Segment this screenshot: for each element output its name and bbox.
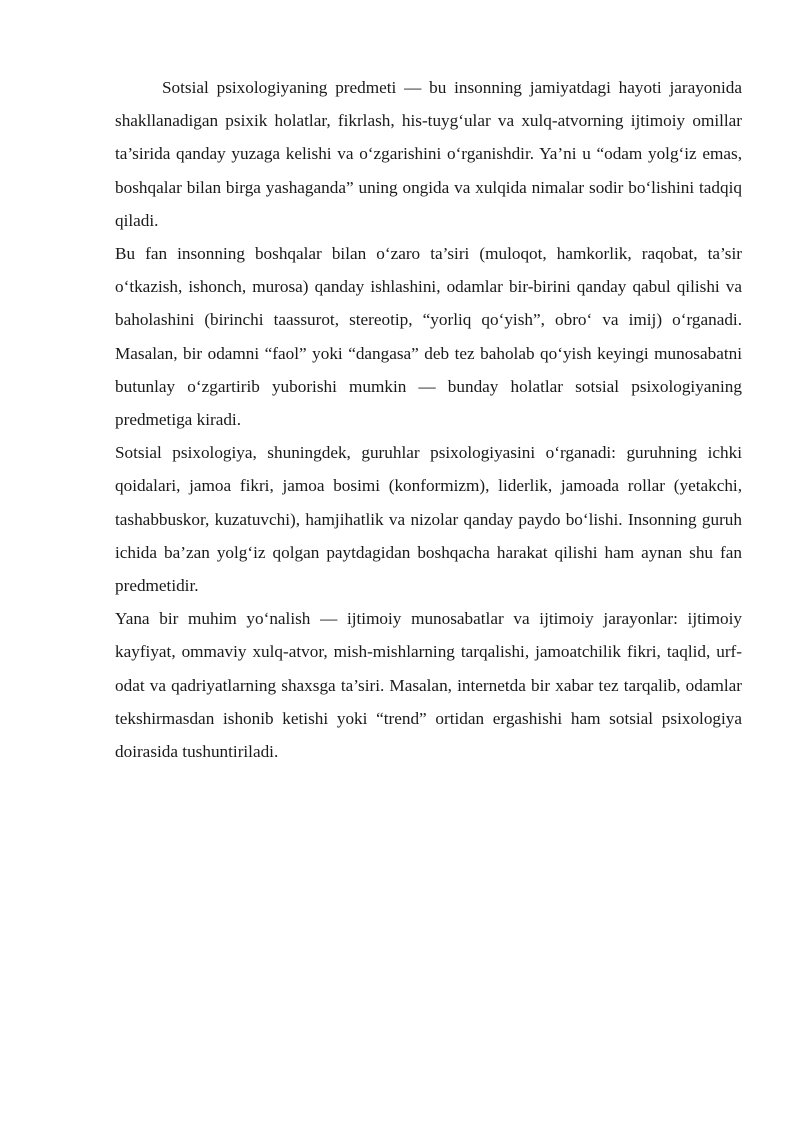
paragraph-3: Sotsial psixologiya, shuningdek, guruhlar psixologiyasini o‘rganadi: guruhning ichki qoidalari, jamoa fikri, jamoa bosimi (konformizm), liderlik, jamoada rollar (yetakchi, tashabbuskor, kuzatuvchi), hamjihatlik va nizolar qanday paydo bo‘lishi. Insonning guruh ichida ba’zan yolg‘iz qolgan paytdagidan boshqacha harakat qilishi ham aynan shu fan predmetidir. <box>115 443 742 596</box>
paragraph-1: Sotsial psixologiyaning predmeti — bu insonning jamiyatdagi hayoti jarayonida shakllanadigan psixik holatlar, fikrlash, his-tuyg‘ular va xulq-atvorning ijtimoiy omillar ta’sirida qanday yuzaga kelishi va o‘zgarishini o‘rganishdir. Ya’ni u “odam yolg‘iz emas, boshqalar bilan birga yashaganda” uning ongida va xulqida nimalar sodir bo‘lishini tadqiq qiladi. <box>115 78 742 230</box>
document-body <box>115 71 742 768</box>
paragraph-2: Bu fan insonning boshqalar bilan o‘zaro ta’siri (muloqot, hamkorlik, raqobat, ta’sir o‘tkazish, ishonch, murosa) qanday ishlashini, odamlar bir-birini qanday qabul qilishi va baholashini (birinchi taassurot, stereotip, “yorliq qo‘yish”, obro‘ va imij) o‘rganadi. Masalan, bir odamni “faol” yoki “dangasa” deb tez baholab qo‘yish keyingi munosabatni butunlay o‘zgartirib yuborishi mumkin — bunday holatlar sotsial psixologiyaning predmetiga kiradi. <box>115 244 742 430</box>
paragraph-4: Yana bir muhim yo‘nalish — ijtimoiy munosabatlar va ijtimoiy jarayonlar: ijtimoiy kayfiyat, ommaviy xulq-atvor, mish-mishlarning tarqalishi, jamoatchilik fikri, taqlid, urf-odat va qadriyatlarning shaxsga ta’siri. Masalan, internetda bir xabar tez tarqalib, odamlar tekshirmasdan ishonib ketishi yoki “trend” ortidan ergashishi ham sotsial psixologiya doirasida tushuntiriladi. <box>115 609 742 762</box>
